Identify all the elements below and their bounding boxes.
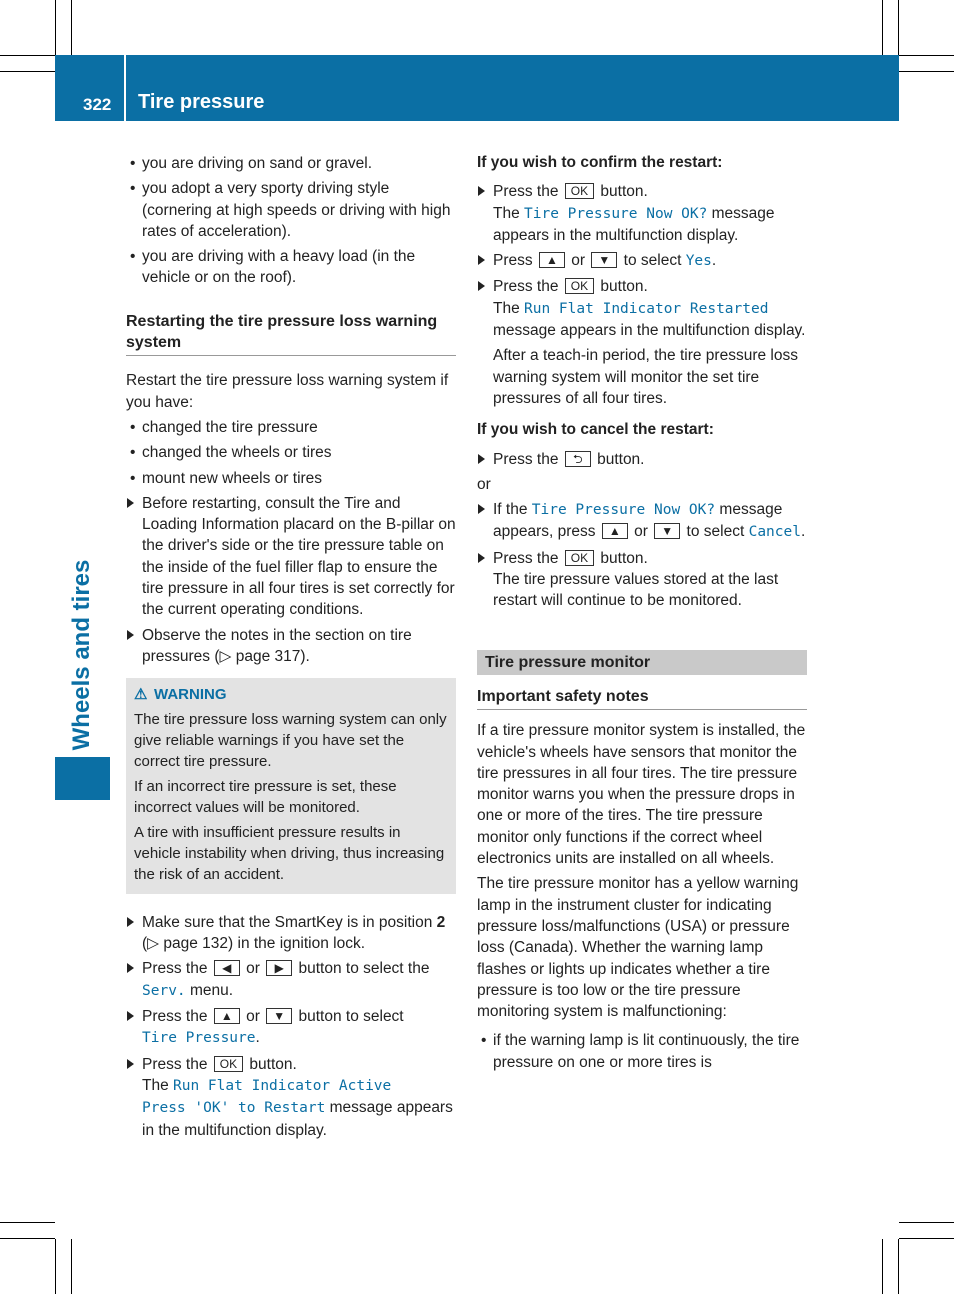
display-message: Run Flat Indicator Active	[173, 1077, 392, 1094]
display-message: Cancel	[748, 524, 801, 541]
step-arrow-icon	[478, 553, 485, 563]
crop-mark	[0, 71, 55, 72]
step-text: button.	[596, 278, 648, 296]
up-arrow-key: ▲	[602, 523, 628, 539]
crop-mark	[71, 0, 72, 55]
down-arrow-key: ▼	[591, 252, 617, 268]
step-text: Press the	[493, 183, 563, 201]
step-text: If the	[493, 501, 532, 519]
list-item: • mount new wheels or tires	[126, 468, 456, 489]
paragraph: or	[477, 475, 491, 493]
step-text: message appears, press	[493, 501, 783, 541]
step-text: or	[566, 252, 590, 270]
step-text: or	[241, 1008, 265, 1026]
instruction-step	[477, 250, 807, 272]
warning-title	[134, 684, 448, 705]
display-message: Run Flat Indicator Restarted	[524, 300, 769, 317]
paragraph: The tire pressure monitor has a yellow warning lamp in the instrument cluster for indicating pressure loss/malfunctions (USA) or pressure loss (Canada). Whether the warning lamp flashes or lights up indicates whether a tire pressure is too low or the tire pressure monitoring system is malfunctioning:	[477, 875, 799, 1021]
step-text: Press the	[493, 450, 563, 468]
step-text: Press the	[493, 549, 563, 567]
display-message: Yes	[685, 253, 712, 270]
up-arrow-key: ▲	[214, 1008, 240, 1024]
step-text: to select	[619, 252, 686, 270]
instruction-step	[126, 958, 456, 1002]
step-text: button.	[245, 1055, 297, 1073]
step-text: Press	[493, 252, 537, 270]
instruction-step	[477, 181, 807, 246]
ok-key: OK	[565, 550, 594, 566]
step-arrow-icon	[127, 1011, 134, 1021]
step-text: button.	[596, 183, 648, 201]
display-message: Tire Pressure Now OK?	[524, 205, 708, 222]
paragraph: Restart the tire pressure loss warning system if you have:	[126, 372, 449, 411]
step-text: message appears in the multifunction display.	[493, 204, 775, 244]
step-text: The	[142, 1076, 174, 1094]
step-text: .	[800, 523, 806, 541]
step-note: After a teach-in period, the tire pressure loss warning system will monitor the set tire pressures of all four tires.	[493, 347, 798, 407]
position-number: 2	[436, 913, 446, 931]
up-arrow-key: ▲	[539, 252, 565, 268]
crop-mark	[71, 1239, 72, 1294]
step-text: The	[493, 299, 525, 317]
warning-label: WARNING	[154, 686, 227, 704]
instruction-step	[477, 499, 807, 544]
step-arrow-icon	[478, 281, 485, 291]
step-arrow-icon	[127, 917, 134, 927]
instruction-step	[477, 548, 807, 612]
step-arrow-icon	[478, 186, 485, 196]
display-message: Serv.	[142, 982, 186, 999]
side-tab-marker	[55, 757, 110, 800]
crop-mark	[55, 1239, 56, 1294]
step-arrow-icon	[127, 1059, 134, 1069]
down-arrow-key: ▼	[266, 1008, 292, 1024]
ok-key: OK	[214, 1056, 243, 1072]
step-text: button to select the	[294, 960, 430, 978]
warning-paragraph: A tire with insufficient pressure results in vehicle instability when driving, thus increasing the risk of an accident.	[134, 823, 445, 884]
warning-paragraph: If an incorrect tire pressure is set, these incorrect values will be monitored.	[134, 777, 397, 817]
step-text: or	[241, 960, 265, 978]
warning-box	[126, 678, 456, 894]
step-arrow-icon	[478, 454, 485, 464]
step-text: (▷ page 132) in the ignition lock.	[142, 935, 366, 953]
list-item: • you adopt a very sporty driving style (cornering at high speeds or driving with high rates of acceleration).	[126, 178, 456, 242]
down-arrow-key: ▼	[654, 523, 680, 539]
crop-mark	[898, 1239, 899, 1294]
step-text: menu.	[185, 981, 234, 999]
instruction-step	[477, 276, 807, 409]
subheading: If you wish to confirm the restart:	[477, 154, 723, 171]
crop-mark	[899, 1222, 954, 1223]
right-column	[477, 152, 807, 1077]
page-title: Tire pressure	[138, 91, 265, 113]
list-item: • changed the wheels or tires	[126, 442, 456, 463]
step-text: Press the	[142, 1008, 212, 1026]
section-heading: Important safety notes	[477, 686, 807, 710]
step-arrow-icon	[127, 630, 134, 640]
section-heading: Restarting the tire pressure loss warning system	[126, 311, 456, 357]
step-text: Press the	[142, 960, 212, 978]
warning-triangle-icon: ⚠	[134, 686, 148, 704]
instruction-step	[477, 449, 807, 470]
step-text: .	[711, 252, 717, 270]
back-key: ⮌	[565, 451, 591, 467]
right-arrow-key: ▶	[266, 960, 292, 976]
instruction-step	[126, 493, 456, 621]
crop-mark	[899, 71, 954, 72]
crop-mark	[0, 55, 55, 56]
instruction-step	[126, 1054, 456, 1141]
step-arrow-icon	[478, 504, 485, 514]
left-column	[126, 153, 456, 1145]
crop-mark	[899, 1238, 954, 1239]
instruction-step	[126, 1006, 456, 1050]
crop-mark	[898, 0, 899, 55]
left-arrow-key: ◀	[214, 960, 240, 976]
step-text: message appears in the multifunction display.	[142, 1099, 453, 1139]
list-item: • you are driving on sand or gravel.	[126, 153, 456, 174]
step-text: button to select	[294, 1008, 404, 1026]
crop-mark	[882, 0, 883, 55]
step-note: The tire pressure values stored at the last restart will continue to be monitored.	[493, 571, 779, 610]
crop-mark	[882, 1239, 883, 1294]
section-banner: Tire pressure monitor	[477, 650, 807, 675]
page-number: 322	[83, 95, 112, 114]
crop-mark	[0, 1238, 55, 1239]
ok-key: OK	[565, 183, 594, 199]
instruction-step	[126, 912, 456, 955]
display-message: Tire Pressure Now OK?	[531, 502, 716, 519]
ok-key: OK	[565, 278, 594, 294]
list-item: • if the warning lamp is lit continuously, the tire pressure on one or more tires is	[477, 1030, 807, 1073]
step-text: to select	[682, 523, 749, 541]
crop-mark	[55, 0, 56, 55]
instruction-step	[126, 625, 456, 668]
step-text: Press the	[493, 278, 563, 296]
list-item: • changed the tire pressure	[126, 417, 456, 438]
list-item: • you are driving with a heavy load (in the vehicle or on the roof).	[126, 246, 456, 289]
step-text: Press the	[142, 1055, 212, 1073]
warning-paragraph: The tire pressure loss warning system can only give reliable warnings if you have set the correct tire pressure.	[134, 710, 447, 771]
step-arrow-icon	[127, 498, 134, 508]
subheading: If you wish to cancel the restart:	[477, 421, 714, 439]
step-arrow-icon	[127, 963, 134, 973]
step-text: Before restarting, consult the Tire and Loading Information placard on the B-pillar on the driver's side or the tire pressure table on the inside of the fuel filler flap to ensure the tire pressure in all four tires is set correctly for the current operating conditions.	[142, 494, 456, 619]
step-text: Make sure that the SmartKey is in position	[142, 913, 437, 931]
step-arrow-icon	[478, 255, 485, 265]
display-message: Tire Pressure	[142, 1030, 256, 1047]
display-message: Press 'OK' to Restart	[142, 1100, 326, 1117]
header-divider	[124, 55, 126, 121]
page-header	[55, 55, 899, 121]
paragraph: If a tire pressure monitor system is installed, the vehicle's wheels have sensors that monitor the tire pressures in all four tires. The tire pressure monitor warns you when the pressure drops in one or more of the tires. The tire pressure monitor only functions if the correct wheel electronics units are installed on all wheels.	[477, 722, 806, 868]
step-text: button.	[592, 450, 645, 468]
step-text: or	[629, 523, 653, 541]
step-text: message appears in the multifunction display.	[493, 322, 806, 340]
crop-mark	[0, 1222, 55, 1223]
step-text: Observe the notes in the section on tire pressures (▷ page 317).	[142, 626, 412, 665]
step-text: .	[255, 1029, 260, 1047]
side-tab-label: Wheels and tires	[68, 559, 95, 751]
step-text: The	[493, 204, 525, 222]
crop-mark	[899, 55, 954, 56]
step-text: button.	[596, 549, 648, 567]
